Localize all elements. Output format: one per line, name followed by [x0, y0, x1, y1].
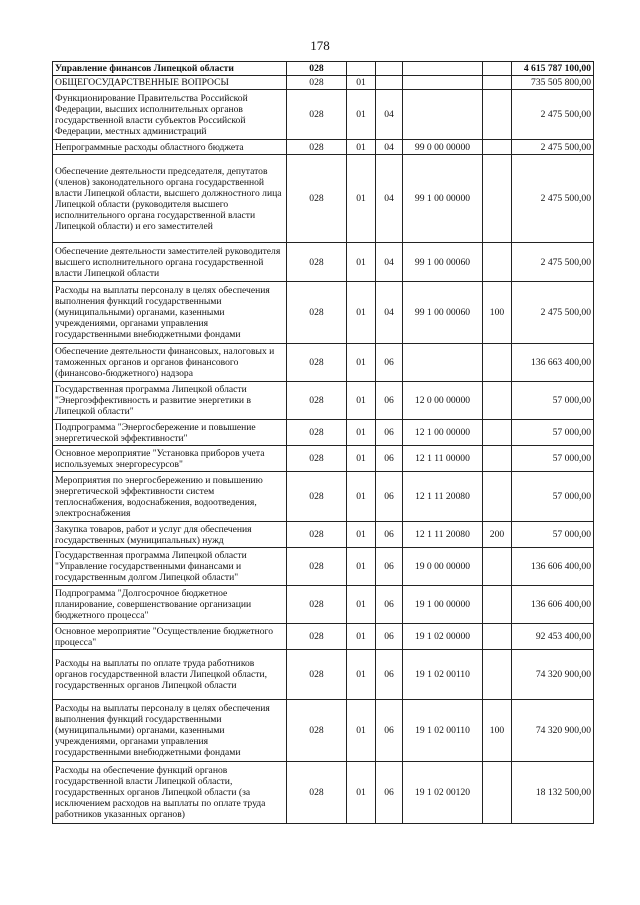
target-article-cell: 12 1 00 00000 [403, 420, 483, 446]
expense-type-cell [483, 762, 512, 824]
amount-cell: 18 132 500,00 [512, 762, 594, 824]
section-cell: 01 [347, 76, 376, 90]
row-name-cell: Обеспечение деятельности заместителей руководителя высшего исполнительного органа государственной власти Липецкой области [53, 243, 287, 282]
section-cell: 01 [347, 420, 376, 446]
table-row [53, 762, 594, 824]
target-article-cell [403, 90, 483, 140]
subsection-cell: 06 [376, 472, 403, 522]
expense-type-cell [483, 586, 512, 624]
dept-code-cell: 028 [287, 420, 347, 446]
table-row [53, 90, 594, 140]
row-name-cell: Подпрограмма "Долгосрочное бюджетное планирование, совершенствование организации бюджетного процесса" [53, 586, 287, 624]
subsection-cell: 04 [376, 90, 403, 140]
dept-code-cell: 028 [287, 243, 347, 282]
table-row [53, 155, 594, 243]
row-name-cell: Государственная программа Липецкой области "Энергоэффективность и развитие энергетики в Липецкой области" [53, 382, 287, 420]
amount-cell: 57 000,00 [512, 420, 594, 446]
table-row [53, 76, 594, 90]
dept-code-cell: 028 [287, 586, 347, 624]
dept-code-cell: 028 [287, 344, 347, 382]
expense-type-cell: 200 [483, 522, 512, 548]
target-article-cell: 12 0 00 00000 [403, 382, 483, 420]
amount-cell: 136 663 400,00 [512, 344, 594, 382]
section-cell: 01 [347, 522, 376, 548]
expense-type-cell [483, 243, 512, 282]
dept-code-cell: 028 [287, 700, 347, 762]
target-article-cell: 19 1 02 00110 [403, 650, 483, 700]
section-cell: 01 [347, 586, 376, 624]
expense-type-cell [483, 624, 512, 650]
subsection-cell: 06 [376, 650, 403, 700]
expense-type-cell [483, 62, 512, 76]
row-name-cell: Расходы на выплаты персоналу в целях обеспечения выполнения функций государственными (муниципальными) органами, казенными учреждениями, органами управления государственными внебюджетными фондами [53, 700, 287, 762]
row-name-cell: Функционирование Правительства Российской Федерации, высших исполнительных органов государственной власти субъектов Российской Федерации, местных администраций [53, 90, 287, 140]
subsection-cell [376, 62, 403, 76]
table-row [53, 650, 594, 700]
table-row [53, 548, 594, 586]
section-cell: 01 [347, 548, 376, 586]
dept-code-cell: 028 [287, 762, 347, 824]
section-cell: 01 [347, 282, 376, 344]
expense-type-cell [483, 90, 512, 140]
amount-cell: 74 320 900,00 [512, 700, 594, 762]
expense-type-cell: 100 [483, 282, 512, 344]
subsection-cell: 04 [376, 140, 403, 155]
subsection-cell [376, 76, 403, 90]
amount-cell: 2 475 500,00 [512, 243, 594, 282]
target-article-cell: 12 1 11 20080 [403, 522, 483, 548]
row-name-cell: Мероприятия по энергосбережению и повышению энергетической эффективности систем теплоснабжения, водоснабжения, водоотведения, электроснабжения [53, 472, 287, 522]
amount-cell: 136 606 400,00 [512, 586, 594, 624]
section-cell [347, 62, 376, 76]
target-article-cell: 99 1 00 00060 [403, 282, 483, 344]
subsection-cell: 06 [376, 762, 403, 824]
row-name-cell: Основное мероприятие "Осуществление бюджетного процесса" [53, 624, 287, 650]
dept-code-cell: 028 [287, 76, 347, 90]
row-name-cell: Закупка товаров, работ и услуг для обеспечения государственных (муниципальных) нужд [53, 522, 287, 548]
table-row [53, 700, 594, 762]
section-cell: 01 [347, 624, 376, 650]
row-name-cell: Подпрограмма "Энергосбережение и повышение энергетической эффективности" [53, 420, 287, 446]
target-article-cell [403, 62, 483, 76]
dept-code-cell: 028 [287, 624, 347, 650]
section-cell: 01 [347, 762, 376, 824]
section-cell: 01 [347, 472, 376, 522]
amount-cell: 57 000,00 [512, 382, 594, 420]
section-cell: 01 [347, 446, 376, 472]
table-row [53, 382, 594, 420]
target-article-cell: 99 1 00 00000 [403, 155, 483, 243]
amount-cell: 2 475 500,00 [512, 140, 594, 155]
expense-type-cell: 100 [483, 700, 512, 762]
target-article-cell [403, 344, 483, 382]
section-cell: 01 [347, 243, 376, 282]
section-cell: 01 [347, 90, 376, 140]
expense-type-cell [483, 140, 512, 155]
page-number: 178 [310, 38, 330, 53]
subsection-cell: 06 [376, 624, 403, 650]
expense-type-cell [483, 472, 512, 522]
table-body [53, 62, 594, 824]
dept-code-cell: 028 [287, 472, 347, 522]
target-article-cell: 12 1 11 20080 [403, 472, 483, 522]
dept-code-cell: 028 [287, 90, 347, 140]
amount-cell: 57 000,00 [512, 446, 594, 472]
expense-type-cell [483, 650, 512, 700]
dept-code-cell: 028 [287, 62, 347, 76]
row-name-cell: Расходы на выплаты по оплате труда работников органов государственной власти Липецкой области, государственных органов Липецкой области [53, 650, 287, 700]
section-cell: 01 [347, 155, 376, 243]
amount-cell: 136 606 400,00 [512, 548, 594, 586]
subsection-cell: 06 [376, 446, 403, 472]
table-row [53, 344, 594, 382]
subsection-cell: 06 [376, 382, 403, 420]
table-row [53, 624, 594, 650]
dept-code-cell: 028 [287, 548, 347, 586]
amount-cell: 57 000,00 [512, 472, 594, 522]
expense-type-cell [483, 446, 512, 472]
section-cell: 01 [347, 344, 376, 382]
subsection-cell: 06 [376, 522, 403, 548]
row-name-cell: ОБЩЕГОСУДАРСТВЕННЫЕ ВОПРОСЫ [53, 76, 287, 90]
target-article-cell: 99 1 00 00060 [403, 243, 483, 282]
section-cell: 01 [347, 700, 376, 762]
dept-code-cell: 028 [287, 446, 347, 472]
row-name-cell: Расходы на выплаты персоналу в целях обеспечения выполнения функций государственными (муниципальными) органами, казенными учреждениями, органами управления государственными внебюджетными фондами [53, 282, 287, 344]
target-article-cell: 19 0 00 00000 [403, 548, 483, 586]
target-article-cell: 12 1 11 00000 [403, 446, 483, 472]
subsection-cell: 06 [376, 420, 403, 446]
amount-cell: 74 320 900,00 [512, 650, 594, 700]
table-row [53, 62, 594, 76]
subsection-cell: 06 [376, 586, 403, 624]
dept-code-cell: 028 [287, 382, 347, 420]
dept-code-cell: 028 [287, 650, 347, 700]
amount-cell: 2 475 500,00 [512, 90, 594, 140]
amount-cell: 2 475 500,00 [512, 282, 594, 344]
row-name-cell: Управление финансов Липецкой области [53, 62, 287, 76]
expense-type-cell [483, 420, 512, 446]
expense-type-cell [483, 382, 512, 420]
row-name-cell: Государственная программа Липецкой области "Управление государственными финансами и государственным долгом Липецкой области" [53, 548, 287, 586]
expense-type-cell [483, 548, 512, 586]
budget-table [52, 61, 594, 824]
table-row [53, 420, 594, 446]
dept-code-cell: 028 [287, 282, 347, 344]
expense-type-cell [483, 76, 512, 90]
target-article-cell: 19 1 00 00000 [403, 586, 483, 624]
expense-type-cell [483, 344, 512, 382]
table-row [53, 140, 594, 155]
table-row [53, 446, 594, 472]
section-cell: 01 [347, 140, 376, 155]
section-cell: 01 [347, 382, 376, 420]
row-name-cell: Обеспечение деятельности финансовых, налоговых и таможенных органов и органов финансового (финансово-бюджетного) надзора [53, 344, 287, 382]
section-cell: 01 [347, 650, 376, 700]
amount-cell: 735 505 800,00 [512, 76, 594, 90]
target-article-cell: 19 1 02 00000 [403, 624, 483, 650]
dept-code-cell: 028 [287, 522, 347, 548]
subsection-cell: 04 [376, 243, 403, 282]
amount-cell: 4 615 787 100,00 [512, 62, 594, 76]
table-row [53, 243, 594, 282]
target-article-cell [403, 76, 483, 90]
row-name-cell: Непрограммные расходы областного бюджета [53, 140, 287, 155]
amount-cell: 92 453 400,00 [512, 624, 594, 650]
target-article-cell: 99 0 00 00000 [403, 140, 483, 155]
table-row [53, 522, 594, 548]
dept-code-cell: 028 [287, 155, 347, 243]
target-article-cell: 19 1 02 00110 [403, 700, 483, 762]
subsection-cell: 06 [376, 548, 403, 586]
table-row [53, 282, 594, 344]
subsection-cell: 04 [376, 282, 403, 344]
subsection-cell: 06 [376, 344, 403, 382]
subsection-cell: 06 [376, 700, 403, 762]
subsection-cell: 04 [376, 155, 403, 243]
expense-type-cell [483, 155, 512, 243]
target-article-cell: 19 1 02 00120 [403, 762, 483, 824]
row-name-cell: Основное мероприятие "Установка приборов учета используемых энергоресурсов" [53, 446, 287, 472]
amount-cell: 2 475 500,00 [512, 155, 594, 243]
row-name-cell: Обеспечение деятельности председателя, депутатов (членов) законодательного органа государственной власти Липецкой области, высшего должностного лица Липецкой области (руководителя высшего исполнительного органа государственной власти Липецкой области) и его заместителей [53, 155, 287, 243]
table-row [53, 472, 594, 522]
table-row [53, 586, 594, 624]
amount-cell: 57 000,00 [512, 522, 594, 548]
dept-code-cell: 028 [287, 140, 347, 155]
row-name-cell: Расходы на обеспечение функций органов государственной власти Липецкой области, государственных органов Липецкой области (за исключением расходов на выплаты по оплате труда работников указанных органов) [53, 762, 287, 824]
